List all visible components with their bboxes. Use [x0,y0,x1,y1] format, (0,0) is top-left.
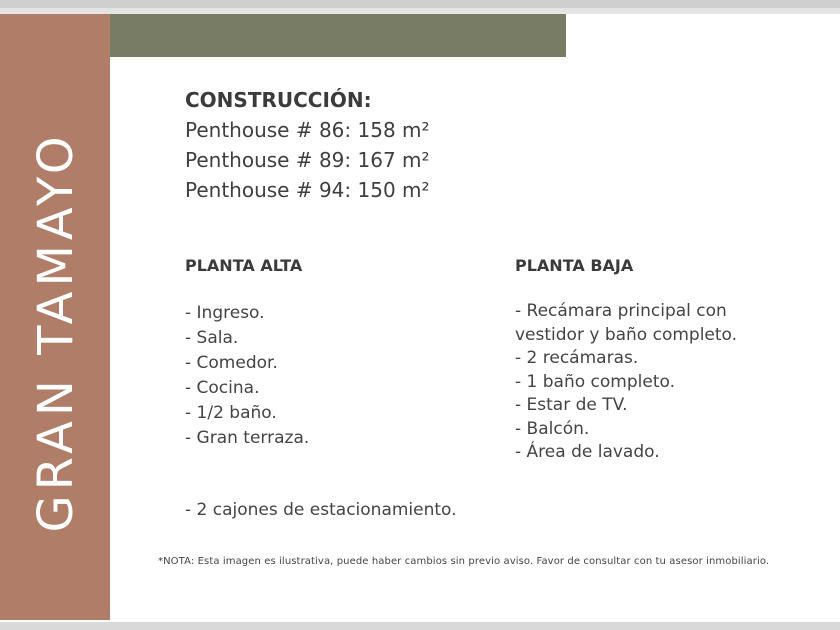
planta-alta-heading: PLANTA ALTA [185,256,303,275]
list-item: - Comedor. [185,353,278,373]
penthouse-89: Penthouse # 89: 167 m² [185,148,430,172]
disclaimer-note: *NOTA: Esta imagen es ilustrativa, puede haber cambios sin previo aviso. Favor de consultar con tu asesor inmobiliario. [158,556,770,567]
side-band [0,14,110,620]
list-item: - Ingreso. [185,303,265,323]
penthouse-86: Penthouse # 86: 158 m² [185,118,430,142]
planta-alta-list [185,301,309,451]
list-item: - Sala. [185,328,239,348]
list-item: - 2 recámaras. [515,348,639,368]
list-item: - Cocina. [185,378,260,398]
list-item: - Área de lavado. [515,442,660,462]
list-item: - Estar de TV. [515,395,628,415]
penthouse-94: Penthouse # 94: 150 m² [185,178,430,202]
header-bar [110,14,566,57]
parking-line: - 2 cajones de estacionamiento. [185,500,457,520]
list-item: vestidor y baño completo. [515,324,738,345]
list-item: - Balcón. [515,418,590,439]
list-item: - Recámara principal con [515,301,727,321]
list-item: - 1/2 baño. [185,403,277,423]
planta-baja-list [515,300,737,465]
list-item: - 1 baño completo. [515,371,675,392]
bottom-border [0,622,840,630]
planta-baja-heading: PLANTA BAJA [515,256,634,275]
construccion-heading: CONSTRUCCIÓN: [185,88,372,112]
side-title: GRAN TAMAYO [28,131,84,533]
top-border [0,0,840,8]
list-item: - Gran terraza. [185,428,310,448]
